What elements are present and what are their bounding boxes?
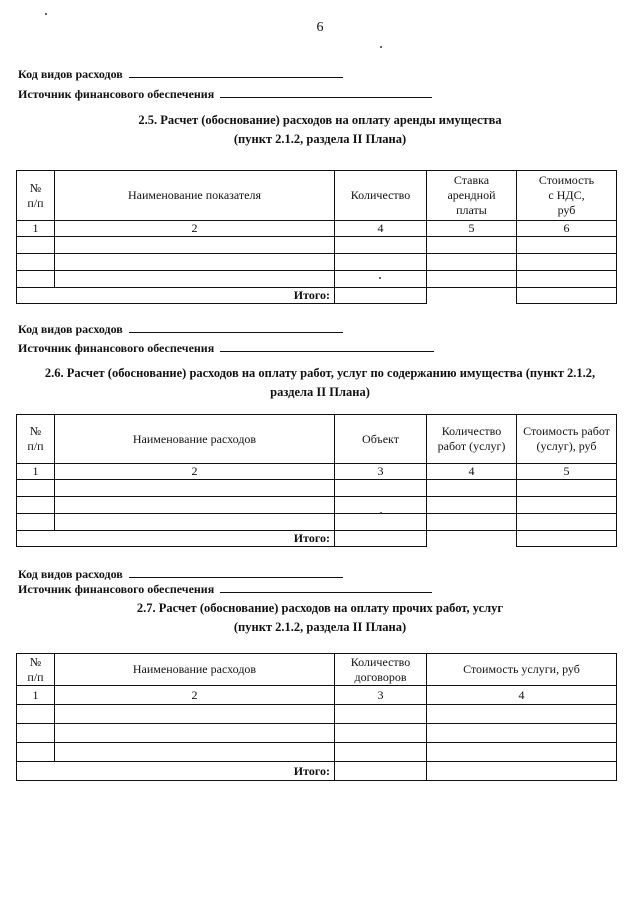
- header-text: Количество работ (услуг): [437, 424, 506, 453]
- column-number: 3: [335, 464, 427, 480]
- column-number: 4: [427, 464, 517, 480]
- source-input-line: [220, 581, 432, 593]
- table-cell[interactable]: [427, 480, 517, 497]
- table-cell[interactable]: [17, 705, 55, 724]
- column-number: 4: [335, 221, 427, 237]
- table-cell[interactable]: [55, 237, 335, 254]
- total-cell[interactable]: [335, 531, 427, 547]
- table-cell[interactable]: [517, 497, 617, 514]
- table-cell[interactable]: [17, 480, 55, 497]
- scan-speck: [380, 46, 382, 48]
- source-input-line: [220, 340, 434, 352]
- table-header-row: [17, 654, 617, 686]
- table-row: [17, 743, 617, 762]
- table-cell[interactable]: [17, 254, 55, 271]
- section-title-line: раздела II Плана): [270, 385, 370, 399]
- table-header-row: [17, 415, 617, 464]
- section-title-line: (пункт 2.1.2, раздела II Плана): [233, 132, 407, 146]
- header-text: № п/п: [27, 180, 44, 210]
- table-cell[interactable]: [17, 743, 55, 762]
- table-row: [17, 254, 617, 271]
- table-cell[interactable]: [17, 497, 55, 514]
- table-cell[interactable]: [335, 271, 427, 288]
- table-cell[interactable]: [17, 237, 55, 254]
- table-row: [17, 724, 617, 743]
- table-cell[interactable]: [335, 724, 427, 743]
- total-cell[interactable]: [335, 288, 427, 304]
- table-row: [17, 497, 617, 514]
- header-number: [17, 654, 55, 686]
- section-title-line: 2.6. Расчет (обоснование) расходов на оплату работ, услуг по содержанию имущества (пункт 2.1.2,: [44, 366, 596, 380]
- table-cell[interactable]: [517, 271, 617, 288]
- header-quantity: [335, 171, 427, 221]
- scan-speck: [379, 277, 381, 279]
- table-cell[interactable]: [427, 254, 517, 271]
- header-number: [17, 171, 55, 221]
- code-input-line: [129, 566, 343, 578]
- section-title-line: (пункт 2.1.2, раздела II Плана): [233, 620, 407, 634]
- header-name: [55, 654, 335, 686]
- total-cell[interactable]: [517, 531, 617, 547]
- column-number: 5: [517, 464, 617, 480]
- table-2-6: [16, 414, 617, 547]
- source-label: Источник финансового обеспечения: [18, 87, 215, 101]
- table-cell[interactable]: [335, 705, 427, 724]
- table-cell[interactable]: [17, 724, 55, 743]
- table-cell[interactable]: [335, 237, 427, 254]
- page-number: 6: [316, 20, 324, 35]
- column-number: 2: [55, 686, 335, 705]
- header-text: Стоимость с НДС, руб: [538, 173, 595, 217]
- section-2-7-source-field: [18, 581, 432, 597]
- table-cell[interactable]: [517, 514, 617, 531]
- scan-speck: [380, 512, 382, 514]
- column-number: 2: [55, 221, 335, 237]
- section-2-5-title: [0, 111, 640, 149]
- header-object: [335, 415, 427, 464]
- total-row: [17, 288, 617, 304]
- header-text: № п/п: [27, 654, 44, 684]
- table-cell[interactable]: [55, 724, 335, 743]
- column-number: 6: [517, 221, 617, 237]
- section-2-6-source-field: [18, 340, 434, 356]
- header-text: Количество договоров: [350, 654, 411, 684]
- table-cell[interactable]: [55, 254, 335, 271]
- table-cell[interactable]: [427, 237, 517, 254]
- table-row: [17, 514, 617, 531]
- table-cell[interactable]: [55, 271, 335, 288]
- header-text: Стоимость работ (услуг), руб: [523, 424, 610, 453]
- header-text: Наименование показателя: [128, 188, 261, 202]
- header-cost: [427, 654, 617, 686]
- total-cell[interactable]: [517, 288, 617, 304]
- table-row: [17, 705, 617, 724]
- source-label: Источник финансового обеспечения: [18, 582, 215, 596]
- table-cell[interactable]: [427, 514, 517, 531]
- header-text: Количество: [350, 188, 411, 202]
- table-row: [17, 480, 617, 497]
- total-cell[interactable]: [427, 762, 617, 781]
- column-number: 3: [335, 686, 427, 705]
- total-cell: [427, 288, 517, 304]
- total-cell: [427, 531, 517, 547]
- column-number: 4: [427, 686, 617, 705]
- section-2-7-title: [0, 599, 640, 637]
- column-number: 5: [427, 221, 517, 237]
- code-label: Код видов расходов: [18, 322, 123, 336]
- total-label: Итого:: [17, 288, 335, 304]
- table-cell[interactable]: [55, 514, 335, 531]
- header-text: Наименование расходов: [132, 662, 257, 676]
- column-number: 1: [17, 464, 55, 480]
- table-cell[interactable]: [335, 514, 427, 531]
- section-2-6-code-field: [18, 321, 343, 337]
- table-cell[interactable]: [517, 237, 617, 254]
- header-number: [17, 415, 55, 464]
- header-text: Наименование расходов: [132, 431, 257, 446]
- table-header-row: [17, 171, 617, 221]
- header-text: Стоимость услуги, руб: [463, 662, 580, 676]
- table-row: [17, 271, 617, 288]
- total-row: [17, 531, 617, 547]
- total-cell[interactable]: [335, 762, 427, 781]
- table-cell[interactable]: [335, 254, 427, 271]
- section-2-7-code-field: [18, 566, 343, 582]
- table-cell[interactable]: [427, 705, 617, 724]
- header-text: № п/п: [27, 424, 44, 453]
- table-cell[interactable]: [335, 497, 427, 514]
- section-2-6-title: [0, 364, 640, 402]
- table-cell[interactable]: [427, 271, 517, 288]
- table-cell[interactable]: [427, 497, 517, 514]
- table-2-5: [16, 170, 617, 304]
- column-number: 2: [55, 464, 335, 480]
- table-cell[interactable]: [17, 271, 55, 288]
- table-cell[interactable]: [427, 743, 617, 762]
- header-cost: [517, 415, 617, 464]
- header-contracts: [335, 654, 427, 686]
- table-cell[interactable]: [55, 497, 335, 514]
- column-number-row: [17, 221, 617, 237]
- source-input-line: [220, 86, 432, 98]
- table-cell[interactable]: [17, 514, 55, 531]
- header-name: [55, 415, 335, 464]
- header-quantity: [427, 415, 517, 464]
- table-2-7: [16, 653, 617, 781]
- header-cost: [517, 171, 617, 221]
- section-2-5-source-field: [18, 86, 432, 102]
- column-number: 1: [17, 686, 55, 705]
- column-number-row: [17, 464, 617, 480]
- total-label: Итого:: [17, 762, 335, 781]
- table-cell[interactable]: [517, 480, 617, 497]
- header-name: [55, 171, 335, 221]
- column-number: 1: [17, 221, 55, 237]
- section-title-line: 2.7. Расчет (обоснование) расходов на оплату прочих работ, услуг: [136, 601, 504, 615]
- table-cell[interactable]: [55, 705, 335, 724]
- code-label: Код видов расходов: [18, 67, 123, 81]
- code-input-line: [129, 321, 343, 333]
- table-cell[interactable]: [335, 743, 427, 762]
- header-rate: [427, 171, 517, 221]
- header-text: Ставка арендной платы: [447, 173, 496, 217]
- code-input-line: [129, 66, 343, 78]
- table-cell[interactable]: [335, 480, 427, 497]
- total-label: Итого:: [17, 531, 335, 547]
- total-row: [17, 762, 617, 781]
- table-cell[interactable]: [427, 724, 617, 743]
- table-cell[interactable]: [517, 254, 617, 271]
- table-cell[interactable]: [55, 743, 335, 762]
- code-label: Код видов расходов: [18, 567, 123, 581]
- table-cell[interactable]: [55, 480, 335, 497]
- section-title-line: 2.5. Расчет (обоснование) расходов на оплату аренды имущества: [138, 113, 502, 127]
- table-row: [17, 237, 617, 254]
- column-number-row: [17, 686, 617, 705]
- header-text: Объект: [362, 431, 399, 446]
- scan-speck: [45, 13, 47, 15]
- source-label: Источник финансового обеспечения: [18, 341, 215, 355]
- section-2-5-code-field: [18, 66, 343, 82]
